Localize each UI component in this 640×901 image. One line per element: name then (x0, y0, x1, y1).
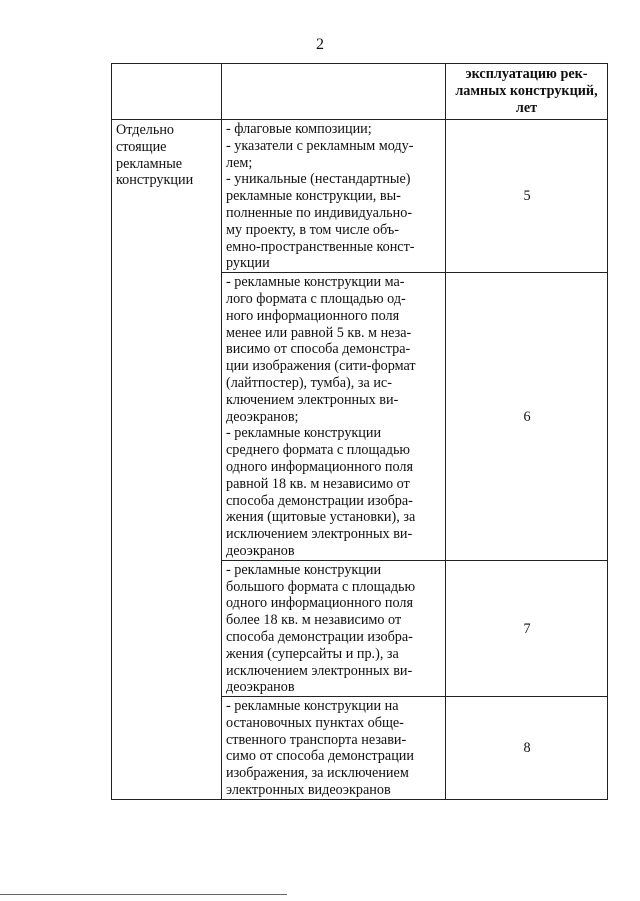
description-line: - уникальные (нестандартные) (226, 171, 411, 188)
description-line: лого формата с площадью од- (226, 290, 406, 307)
structure-type-line: стоящие (116, 138, 167, 155)
header-cell-description (222, 64, 446, 120)
description-line: симо от способа демонстрации (226, 748, 414, 765)
description-line: - рекламные конструкции (226, 561, 382, 578)
description-line: рукции (226, 255, 270, 272)
description-line: жения (суперсайты и пр.), за (226, 645, 399, 662)
description-line: - указатели с рекламным моду- (226, 137, 414, 154)
header-cell-type (112, 64, 222, 120)
structure-type-line: конструкции (116, 172, 194, 189)
table-row (112, 120, 608, 273)
description-line: исключением электронных ви- (226, 526, 413, 543)
description-cell (222, 120, 446, 273)
description-line: остановочных пунктах обще- (226, 714, 404, 731)
advertising-structures-table (111, 63, 608, 800)
page-number: 2 (316, 36, 324, 53)
description-line: среднего формата с площадью (226, 442, 411, 459)
description-line: ного информационного поля (226, 307, 400, 324)
description-line: - рекламные конструкции (226, 425, 382, 442)
description-line: электронных видеоэкранов (226, 782, 391, 799)
description-line: одного информационного поля (226, 595, 413, 612)
table-header-row (112, 64, 608, 120)
term-cell: 5 (446, 120, 608, 273)
structure-type-cell (112, 120, 222, 800)
description-line: деоэкранов (226, 542, 295, 559)
description-line: более 18 кв. м независимо от (226, 612, 402, 629)
description-cell (222, 273, 446, 561)
description-line: изображения, за исключением (226, 765, 409, 782)
description-line: исключением электронных ви- (226, 662, 413, 679)
description-line: (лайтпостер), тумба), за ис- (226, 374, 392, 391)
description-line: одного информационного поля (226, 458, 413, 475)
term-cell: 6 (446, 273, 608, 561)
description-line: ции изображения (сити-формат (226, 358, 416, 375)
header-cell-term (446, 64, 608, 120)
description-line: - рекламные конструкции на (226, 698, 399, 715)
description-line: висимо от способа демонстра- (226, 341, 411, 358)
header-term-line: лет (515, 100, 538, 116)
description-line: деоэкранов; (226, 408, 299, 425)
description-line: способа демонстрации изобра- (226, 628, 413, 645)
description-line: ственного транспорта незави- (226, 731, 407, 748)
description-line: равной 18 кв. м независимо от (226, 475, 410, 492)
header-term-line: ламных конструкций, (455, 83, 598, 99)
description-line: деоэкранов (226, 679, 295, 696)
description-line: - рекламные конструкции ма- (226, 274, 405, 291)
description-line: рекламные конструкции, вы- (226, 188, 401, 205)
description-line: большого формата с площадью (226, 578, 416, 595)
footer-divider (0, 894, 287, 895)
description-line: менее или равной 5 кв. м неза- (226, 324, 412, 341)
description-cell (222, 560, 446, 696)
header-term-line: эксплуатацию рек- (465, 66, 588, 82)
description-line: емно-пространственные конст- (226, 238, 415, 255)
structure-type-line: рекламные (116, 155, 183, 172)
description-line: полненные по индивидуально- (226, 204, 413, 221)
description-line: ключением электронных ви- (226, 391, 399, 408)
description-line: - флаговые композиции; (226, 121, 372, 137)
term-cell: 8 (446, 697, 608, 800)
description-line: му проекту, в том числе объ- (226, 221, 399, 238)
structure-type-line: Отдельно (116, 122, 175, 138)
term-cell: 7 (446, 560, 608, 696)
description-line: лем; (226, 154, 253, 171)
description-line: жения (щитовые установки), за (226, 509, 416, 526)
description-cell (222, 697, 446, 800)
description-line: способа демонстрации изобра- (226, 492, 413, 509)
